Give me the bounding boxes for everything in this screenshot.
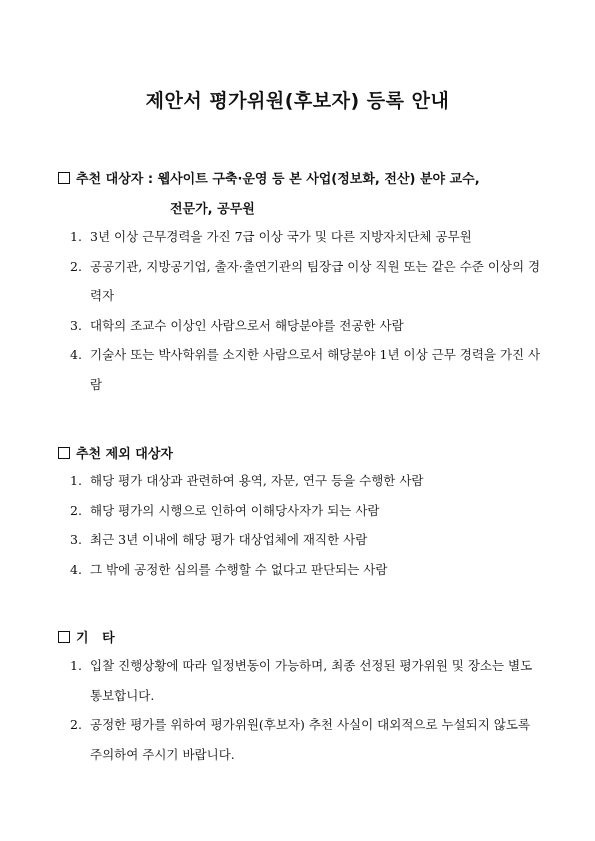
list-item (70, 555, 545, 585)
list-item (70, 525, 545, 555)
item-text: 해당 평가 대상과 관련하여 용역, 자문, 연구 등을 수행한 사람 (90, 473, 424, 488)
section-heading-text: 추천 대상자 : 웹사이트 구축·운영 등 본 사업(정보화, 전산) 분야 교수, (76, 172, 480, 187)
list-item (70, 222, 545, 252)
section-heading-text: 추천 제외 대상자 (76, 447, 173, 462)
checkbox-square-icon (58, 631, 70, 643)
section-heading-recommend-target (58, 168, 480, 187)
item-number: 2. (70, 717, 82, 732)
item-text: 기술사 또는 박사학위를 소지한 사람으로서 해당분야 1년 이상 근무 경력을 가진 사람 (90, 347, 541, 392)
other-list (70, 651, 545, 769)
item-number: 3. (70, 317, 82, 333)
list-item (70, 252, 545, 311)
exclusion-list (70, 466, 545, 584)
list-item (70, 340, 545, 399)
section-heading-other (58, 627, 115, 646)
list-item (70, 466, 545, 496)
section-heading-continuation: 전문가, 공무원 (170, 202, 255, 217)
list-item (70, 311, 545, 341)
item-text: 그 밖에 공정한 심의를 수행할 수 없다고 판단되는 사람 (90, 561, 388, 577)
checkbox-square-icon (58, 447, 70, 459)
item-text: 입찰 진행상황에 따라 일정변동이 가능하며, 최종 선정된 평가위원 및 장소는 별도 통보합니다. (90, 658, 533, 703)
item-text: 해당 평가의 시행으로 인하여 이해당사자가 되는 사람 (90, 502, 380, 518)
item-text: 공공기관, 지방공기업, 출자·출연기관의 팀장급 이상 직원 또는 같은 수준 이상의 경력자 (90, 258, 541, 303)
checkbox-square-icon (58, 172, 70, 184)
section-heading-exclusion (58, 443, 173, 462)
list-item (70, 651, 545, 710)
list-item (70, 496, 545, 526)
item-number: 1. (70, 658, 82, 673)
item-number: 4. (70, 561, 82, 577)
section-heading-text: 기 타 (76, 631, 115, 646)
recommend-target-list (70, 222, 545, 399)
item-number: 4. (70, 347, 82, 362)
item-number: 2. (70, 502, 82, 518)
item-number: 2. (70, 258, 82, 274)
item-text: 3년 이상 근무경력을 가진 7급 이상 국가 및 다른 지방자치단체 공무원 (90, 229, 472, 244)
item-number: 3. (70, 532, 82, 547)
list-item (70, 710, 545, 769)
item-number: 1. (70, 229, 82, 244)
item-text: 공정한 평가를 위하여 평가위원(후보자) 추천 사실이 대외적으로 누설되지 않도록 주의하여 주시기 바랍니다. (90, 717, 531, 762)
item-number: 1. (70, 473, 82, 488)
item-text: 대학의 조교수 이상인 사람으로서 해당분야를 전공한 사람 (90, 317, 404, 333)
page-title: 제안서 평가위원(후보자) 등록 안내 (145, 90, 450, 112)
item-text: 최근 3년 이내에 해당 평가 대상업체에 재직한 사람 (90, 532, 368, 547)
